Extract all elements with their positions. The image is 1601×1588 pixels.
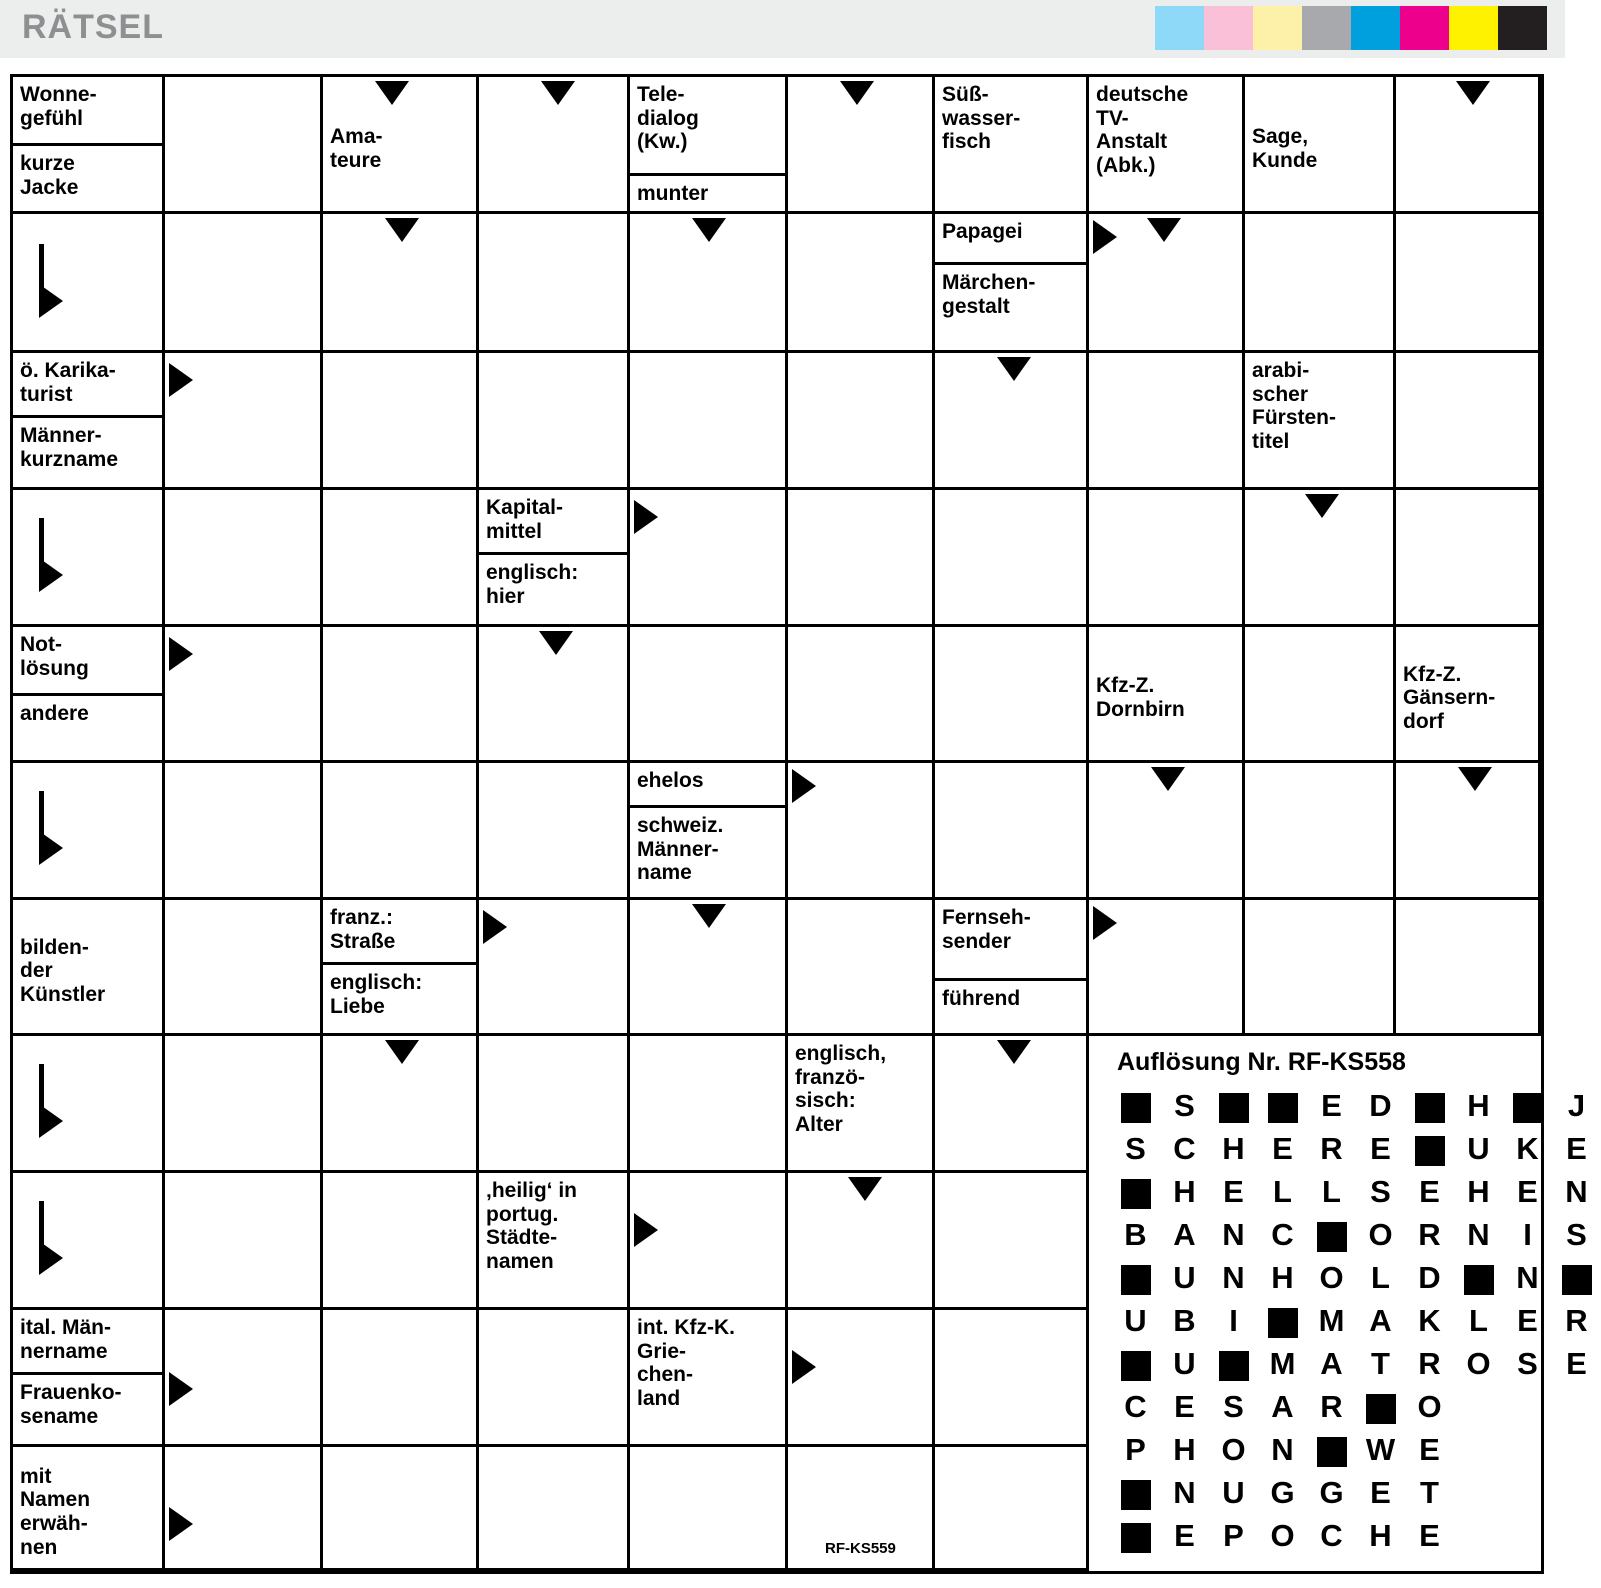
grid-cell[interactable] — [1245, 763, 1396, 900]
clue-papagei: Papagei — [942, 220, 1023, 243]
clue-bildender-kuenstler: bilden- der Künstler — [20, 935, 106, 1006]
solution-letter-cell: U — [1124, 1303, 1147, 1338]
solution-letter-cell: E — [1370, 1131, 1391, 1166]
solution-letter-cell: C — [1173, 1131, 1196, 1166]
grid-cell[interactable] — [13, 490, 165, 627]
solution-letter-cell: M — [1269, 1346, 1296, 1381]
grid-cell[interactable] — [323, 353, 479, 490]
solution-letter-cell: N — [1516, 1260, 1539, 1295]
arrow-down-icon — [1151, 767, 1185, 791]
clue-englisch-hier: englisch: hier — [479, 552, 630, 627]
clue-oe-karikaturist: ö. Karika- turist — [20, 359, 116, 406]
grid-cell[interactable] — [788, 900, 935, 1036]
grid-cell[interactable] — [935, 763, 1089, 900]
black-square-icon — [1121, 1265, 1151, 1295]
solution-letter-cell: N — [1222, 1260, 1245, 1295]
color-swatch-4 — [1351, 6, 1400, 50]
black-square-icon — [1219, 1351, 1249, 1381]
grid-cell[interactable] — [165, 1173, 323, 1310]
solution-block-cell — [1209, 1088, 1258, 1124]
color-swatch-0 — [1155, 6, 1204, 50]
solution-letter-cell: O — [1368, 1217, 1393, 1252]
black-square-icon — [1121, 1093, 1151, 1123]
grid-cell[interactable] — [479, 1310, 630, 1447]
black-square-icon — [1513, 1093, 1543, 1123]
solution-letter-cell: R — [1418, 1217, 1441, 1252]
solution-row — [1111, 1260, 1601, 1296]
solution-letter-cell: E — [1174, 1389, 1195, 1424]
black-square-icon — [1121, 1179, 1151, 1209]
solution-block-cell — [1356, 1389, 1405, 1425]
arrow-down-icon — [692, 904, 726, 928]
clue-wonnegefuehl: Wonne- gefühl — [20, 83, 97, 130]
grid-cell[interactable] — [1089, 353, 1245, 490]
solution-letter-cell: C — [1320, 1518, 1343, 1553]
solution-letter-cell: E — [1370, 1475, 1391, 1510]
arrow-down-icon — [848, 1177, 882, 1201]
solution-row — [1111, 1475, 1454, 1511]
clue-munter: munter — [630, 173, 788, 214]
grid-cell[interactable] — [1396, 900, 1541, 1036]
solution-letter-cell: S — [1125, 1131, 1146, 1166]
grid-cell[interactable] — [1396, 490, 1541, 627]
solution-row — [1111, 1088, 1601, 1124]
grid-cell[interactable] — [323, 1310, 479, 1447]
clue-ital-maennername: ital. Män- nername — [20, 1316, 112, 1363]
solution-letter-cell: H — [1369, 1518, 1392, 1553]
solution-letter-cell: R — [1565, 1303, 1588, 1338]
grid-cell[interactable] — [935, 627, 1089, 763]
solution-block-cell — [1258, 1088, 1307, 1124]
color-swatch-6 — [1449, 6, 1498, 50]
grid-cell[interactable] — [1245, 214, 1396, 353]
clue-kurze-jacke: kurze Jacke — [13, 143, 165, 214]
black-square-icon — [1121, 1480, 1151, 1510]
solution-letter-cell: K — [1418, 1303, 1441, 1338]
grid-cell[interactable] — [788, 214, 935, 353]
solution-letter-cell: H — [1222, 1131, 1245, 1166]
grid-cell[interactable] — [788, 353, 935, 490]
solution-letter-cell: E — [1321, 1088, 1342, 1123]
grid-cell[interactable] — [165, 900, 323, 1036]
color-swatch-7 — [1498, 6, 1547, 50]
clue-kfz-gaenserndorf: Kfz-Z. Gänsern- dorf — [1403, 662, 1496, 733]
black-square-icon — [1121, 1351, 1151, 1381]
solution-block-cell — [1111, 1475, 1160, 1511]
solution-block-cell — [1111, 1346, 1160, 1382]
grid-cell[interactable] — [1396, 214, 1541, 353]
page-title: RÄTSEL — [22, 8, 164, 46]
clue-int-kfz-griechenland: int. Kfz-K. Grie- chen- land — [637, 1316, 735, 1410]
grid-cell[interactable] — [13, 1173, 165, 1310]
color-swatch-5 — [1400, 6, 1449, 50]
puzzle-code-label: RF-KS559 — [825, 1540, 896, 1557]
solution-block-cell — [1111, 1088, 1160, 1124]
grid-cell[interactable] — [479, 353, 630, 490]
black-square-icon — [1464, 1265, 1494, 1295]
arrow-down-icon — [539, 631, 573, 655]
solution-letter-cell: O — [1270, 1518, 1295, 1553]
black-square-icon — [1317, 1437, 1347, 1467]
grid-cell[interactable] — [1245, 900, 1396, 1036]
arrow-right-icon — [792, 769, 816, 803]
solution-letter-cell: T — [1420, 1475, 1439, 1510]
solution-letter-cell: G — [1270, 1475, 1295, 1510]
grid-cell[interactable] — [1089, 490, 1245, 627]
solution-row — [1111, 1346, 1601, 1382]
solution-block-cell — [1307, 1432, 1356, 1468]
arrow-down-icon — [541, 81, 575, 105]
solution-letter-cell: S — [1566, 1217, 1587, 1252]
solution-block-cell — [1405, 1088, 1454, 1124]
solution-letter-cell: O — [1417, 1389, 1442, 1424]
arrow-right-icon — [792, 1350, 816, 1384]
arrow-down-icon — [997, 1040, 1031, 1064]
clue-sage-kunde: Sage, Kunde — [1252, 124, 1318, 172]
solution-letter-cell: E — [1419, 1518, 1440, 1553]
solution-letter-cell: I — [1523, 1217, 1532, 1252]
grid-cell[interactable] — [323, 490, 479, 627]
solution-row — [1111, 1303, 1601, 1339]
solution-letter-cell: L — [1273, 1174, 1292, 1209]
arrow-down-icon — [1147, 218, 1181, 242]
grid-cell[interactable] — [323, 763, 479, 900]
solution-letter-cell: O — [1221, 1432, 1246, 1467]
solution-letter-cell: J — [1567, 1088, 1586, 1123]
solution-letter-cell: H — [1467, 1088, 1490, 1123]
grid-cell[interactable] — [323, 1447, 479, 1571]
solution-letter-cell: B — [1124, 1217, 1147, 1252]
solution-letter-cell: H — [1467, 1174, 1490, 1209]
solution-letter-cell: U — [1173, 1346, 1196, 1381]
clue-kapitalmittel: Kapital- mittel — [486, 496, 564, 543]
solution-row — [1111, 1432, 1454, 1468]
black-square-icon — [1219, 1093, 1249, 1123]
solution-letter-cell: H — [1271, 1260, 1294, 1295]
solution-letter-cell: E — [1174, 1518, 1195, 1553]
solution-letter-cell: N — [1173, 1475, 1196, 1510]
clue-ehelos: ehelos — [637, 769, 704, 792]
clue-fernsehsender: Fernseh- sender — [942, 906, 1031, 953]
solution-letter-cell: S — [1223, 1389, 1244, 1424]
grid-cell[interactable] — [788, 627, 935, 763]
grid-cell[interactable] — [630, 627, 788, 763]
solution-letter-cell: M — [1318, 1303, 1345, 1338]
arrow-down-icon — [385, 218, 419, 242]
grid-cell[interactable] — [165, 77, 323, 214]
grid-cell[interactable] — [935, 1310, 1089, 1447]
solution-letter-cell: E — [1272, 1131, 1293, 1166]
solution-letter-cell: E — [1419, 1174, 1440, 1209]
arrow-down-icon — [840, 81, 874, 105]
black-square-icon — [1562, 1265, 1592, 1295]
solution-block-cell — [1209, 1346, 1258, 1382]
clue-notloesung: Not- lösung — [20, 633, 89, 680]
solution-letter-cell: B — [1173, 1303, 1196, 1338]
solution-letter-cell: U — [1173, 1260, 1196, 1295]
solution-letter-cell: L — [1469, 1303, 1488, 1338]
solution-letter-cell: K — [1516, 1131, 1539, 1166]
page-header — [0, 0, 1565, 58]
grid-cell[interactable] — [323, 1173, 479, 1310]
solution-letter-cell: E — [1566, 1131, 1587, 1166]
solution-letter-cell: N — [1565, 1174, 1588, 1209]
solution-letter-cell: D — [1369, 1088, 1392, 1123]
solution-letter-cell: E — [1566, 1346, 1587, 1381]
solution-letter-cell: A — [1271, 1389, 1294, 1424]
clue-fuehrend: führend — [935, 978, 1089, 1036]
grid-cell[interactable] — [935, 1173, 1089, 1310]
black-square-icon — [1317, 1222, 1347, 1252]
solution-block-cell — [1111, 1260, 1160, 1296]
solution-letter-cell: R — [1320, 1131, 1343, 1166]
clue-kfz-dornbirn: Kfz-Z. Dornbirn — [1096, 674, 1185, 721]
clue-teledialog: Tele- dialog (Kw.) — [637, 83, 699, 154]
solution-box — [1089, 1036, 1588, 1571]
solution-letter-cell: A — [1320, 1346, 1343, 1381]
clue-frauenkosename: Frauenko- sename — [13, 1372, 165, 1447]
solution-letter-cell: R — [1418, 1346, 1441, 1381]
solution-letter-cell: D — [1418, 1260, 1441, 1295]
clue-maennerkurzname: Männer- kurzname — [13, 415, 165, 490]
clue-englisch-liebe: englisch: Liebe — [323, 962, 479, 1036]
color-swatch-1 — [1204, 6, 1253, 50]
grid-cell[interactable] — [630, 1036, 788, 1173]
solution-row — [1111, 1131, 1601, 1167]
black-square-icon — [1268, 1308, 1298, 1338]
arrow-right-icon — [634, 1213, 658, 1247]
solution-row — [1111, 1217, 1601, 1253]
solution-letter-cell: L — [1371, 1260, 1390, 1295]
grid-cell[interactable] — [13, 1036, 165, 1173]
arrow-down-icon — [692, 218, 726, 242]
grid-cell[interactable] — [479, 1447, 630, 1571]
arrow-right-icon — [169, 1507, 193, 1541]
arrow-down-icon — [1456, 81, 1490, 105]
solution-letter-cell: E — [1517, 1174, 1538, 1209]
solution-title: Auflösung Nr. RF-KS558 — [1117, 1048, 1406, 1076]
solution-letter-cell: E — [1419, 1432, 1440, 1467]
grid-cell[interactable] — [1396, 353, 1541, 490]
color-swatch-3 — [1302, 6, 1351, 50]
grid-cell[interactable] — [479, 763, 630, 900]
solution-letter-cell: L — [1322, 1174, 1341, 1209]
grid-cell[interactable] — [13, 214, 165, 353]
solution-letter-cell: P — [1125, 1432, 1146, 1467]
grid-cell[interactable] — [935, 1447, 1089, 1571]
solution-letter-cell: C — [1124, 1389, 1147, 1424]
black-square-icon — [1415, 1136, 1445, 1166]
solution-block-cell — [1111, 1174, 1160, 1210]
solution-letter-cell: H — [1173, 1174, 1196, 1209]
solution-letter-cell: R — [1320, 1389, 1343, 1424]
solution-block-cell — [1454, 1260, 1503, 1296]
grid-cell[interactable] — [788, 490, 935, 627]
solution-block-cell — [1111, 1518, 1160, 1554]
color-swatch-2 — [1253, 6, 1302, 50]
solution-letter-cell: I — [1229, 1303, 1238, 1338]
grid-cell[interactable] — [165, 214, 323, 353]
solution-letter-cell: W — [1365, 1432, 1396, 1467]
solution-letter-cell: G — [1319, 1475, 1344, 1510]
solution-block-cell — [1552, 1260, 1601, 1296]
grid-cell[interactable] — [479, 214, 630, 353]
black-square-icon — [1366, 1394, 1396, 1424]
solution-letter-cell: E — [1517, 1303, 1538, 1338]
solution-letter-cell: O — [1319, 1260, 1344, 1295]
color-calibration-bar — [1155, 6, 1547, 50]
solution-letter-cell: E — [1223, 1174, 1244, 1209]
solution-row — [1111, 1518, 1454, 1554]
arrow-down-icon — [1305, 494, 1339, 518]
grid-cell[interactable] — [935, 490, 1089, 627]
solution-letter-cell: C — [1271, 1217, 1294, 1252]
solution-letter-cell: S — [1370, 1174, 1391, 1209]
solution-letter-cell: S — [1517, 1346, 1538, 1381]
solution-block-cell — [1307, 1217, 1356, 1253]
arrow-right-icon — [169, 1372, 193, 1406]
arrow-right-icon — [169, 363, 193, 397]
solution-block-cell — [1258, 1303, 1307, 1339]
grid-cell[interactable] — [323, 627, 479, 763]
grid-cell[interactable] — [479, 1036, 630, 1173]
clue-deutsche-tv-anstalt: deutsche TV- Anstalt (Abk.) — [1096, 83, 1189, 177]
clue-arabischer-fuerstentitel: arabi- scher Fürsten- titel — [1252, 359, 1336, 453]
solution-letter-cell: U — [1467, 1131, 1490, 1166]
arrow-right-icon — [634, 500, 658, 534]
clue-suesswasserfisch: Süß- wasser- fisch — [942, 83, 1021, 154]
arrow-right-icon — [1093, 220, 1117, 254]
arrow-down-icon — [997, 357, 1031, 381]
black-square-icon — [1121, 1523, 1151, 1553]
clue-englisch-franz-alter: englisch, franzö- sisch: Alter — [795, 1042, 887, 1136]
clue-schweiz-maennername: schweiz. Männer- name — [630, 805, 788, 899]
clue-mit-namen-erwaehnen: mit Namen erwäh- nen — [20, 1464, 91, 1559]
black-square-icon — [1268, 1093, 1298, 1123]
solution-letter-cell: N — [1467, 1217, 1490, 1252]
solution-letter-cell: N — [1222, 1217, 1245, 1252]
solution-row — [1111, 1174, 1601, 1210]
arrow-down-icon — [385, 1040, 419, 1064]
solution-letter-cell: A — [1173, 1217, 1196, 1252]
solution-letter-cell: H — [1173, 1432, 1196, 1467]
grid-cell[interactable] — [630, 1447, 788, 1571]
arrow-right-icon — [483, 910, 507, 944]
solution-letter-cell: S — [1174, 1088, 1195, 1123]
arrow-right-icon — [1093, 906, 1117, 940]
solution-letter-cell: P — [1223, 1518, 1244, 1553]
solution-row — [1111, 1389, 1454, 1425]
clue-franz-strasse: franz.: Straße — [330, 906, 396, 953]
clue-maerchengestalt: Märchen- gestalt — [935, 262, 1089, 351]
arrow-right-icon — [169, 637, 193, 671]
grid-cell[interactable] — [165, 1036, 323, 1173]
solution-block-cell — [1503, 1088, 1552, 1124]
solution-letter-cell: N — [1271, 1432, 1294, 1467]
grid-cell[interactable] — [1245, 627, 1396, 763]
solution-letter-cell: A — [1369, 1303, 1392, 1338]
solution-letter-cell: U — [1222, 1475, 1245, 1510]
black-square-icon — [1415, 1093, 1445, 1123]
solution-block-cell — [1405, 1131, 1454, 1167]
clue-amateure: Ama- teure — [330, 124, 383, 172]
grid-cell[interactable] — [13, 763, 165, 900]
clue-andere: andere — [13, 693, 165, 763]
grid-cell[interactable] — [630, 353, 788, 490]
solution-letter-cell: T — [1371, 1346, 1390, 1381]
grid-cell[interactable] — [165, 763, 323, 900]
solution-letter-cell: O — [1466, 1346, 1491, 1381]
grid-cell[interactable] — [165, 490, 323, 627]
arrow-down-icon — [1458, 767, 1492, 791]
clue-heilig-portug: ‚heilig‘ in portug. Städte- namen — [486, 1179, 578, 1273]
